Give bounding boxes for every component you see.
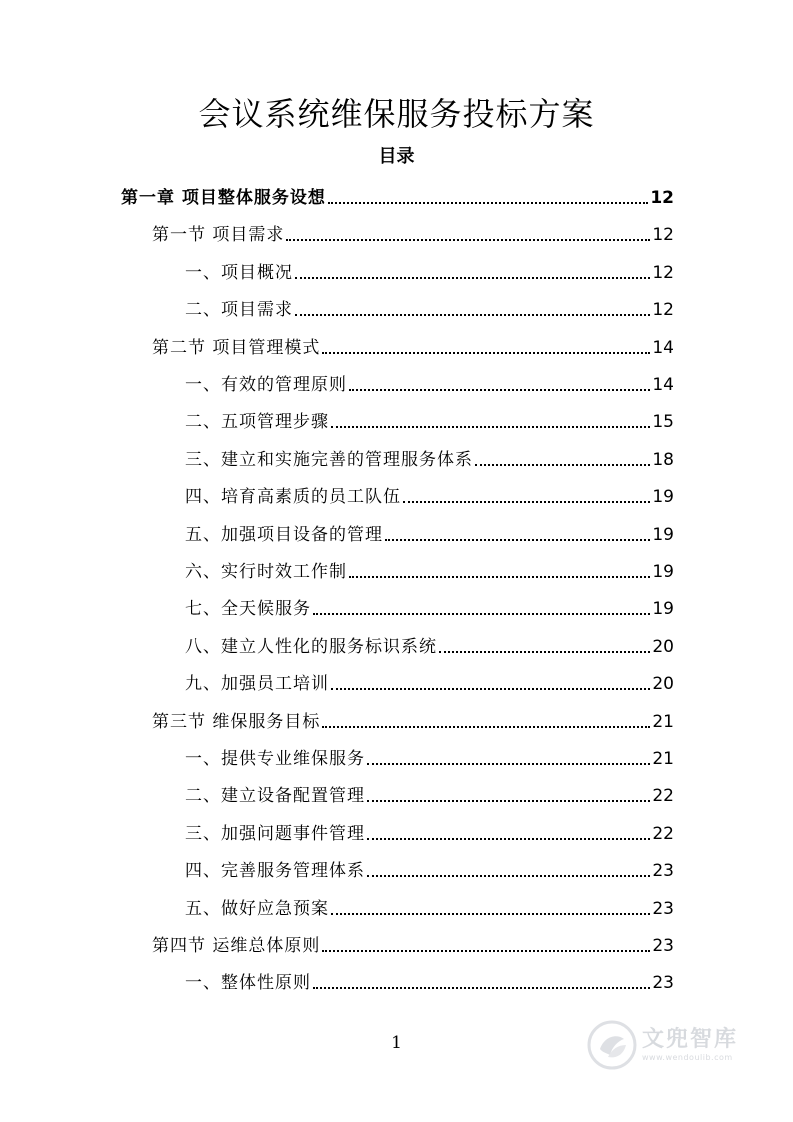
wendou-logo-icon — [586, 1019, 638, 1071]
toc-entry-label: 第一节 项目需求 — [152, 225, 285, 246]
toc-entry-page: 23 — [652, 861, 674, 882]
toc-entry-label: 三、建立和实施完善的管理服务体系 — [185, 449, 473, 470]
toc-heading: 目录 — [378, 146, 415, 167]
toc-entry-label: 四、完善服务管理体系 — [185, 861, 365, 882]
toc-leader-dots — [385, 539, 650, 541]
toc-entry-page: 14 — [652, 337, 674, 358]
toc-leader-dots — [331, 426, 650, 428]
toc-entry-label: 第四节 运维总体原则 — [152, 936, 321, 956]
toc-entry[interactable] — [152, 703, 674, 733]
watermark — [586, 1015, 756, 1075]
toc-entry-label: 九、加强员工培训 — [185, 674, 329, 695]
toc-entry-label: 二、项目需求 — [185, 300, 293, 321]
toc-entry[interactable] — [185, 366, 674, 396]
toc-leader-dots — [322, 352, 650, 354]
toc-entry[interactable] — [185, 852, 674, 882]
toc-entry-page: 18 — [652, 449, 674, 470]
toc-leader-dots — [295, 277, 650, 279]
toc-entry-label: 七、全天候服务 — [185, 599, 311, 620]
toc-leader-dots — [367, 838, 650, 840]
toc-entry-label: 一、项目概况 — [185, 262, 293, 283]
toc-entry[interactable] — [185, 254, 674, 284]
toc-entry-label: 二、五项管理步骤 — [185, 412, 329, 433]
toc-leader-dots — [313, 987, 650, 989]
toc-entry-label: 五、加强项目设备的管理 — [185, 524, 383, 545]
toc-entry[interactable] — [185, 964, 674, 994]
toc-entry-page: 20 — [652, 674, 674, 695]
toc-entry-label: 四、培育高素质的员工队伍 — [185, 487, 401, 508]
toc-entry[interactable] — [185, 665, 674, 695]
toc-entry[interactable] — [185, 890, 674, 920]
toc-entry-page: 22 — [652, 786, 674, 807]
toc-leader-dots — [331, 913, 650, 915]
toc-entry[interactable] — [185, 441, 674, 471]
toc-entry[interactable] — [185, 628, 674, 658]
toc-entry-label: 一、整体性原则 — [185, 973, 311, 994]
toc-entry-page: 23 — [652, 936, 674, 956]
toc-entry-label: 六、实行时效工作制 — [185, 562, 347, 582]
toc-entry-page: 21 — [652, 749, 674, 769]
toc-leader-dots — [295, 314, 650, 316]
toc-leader-dots — [439, 651, 650, 653]
toc-leader-dots — [313, 613, 650, 615]
toc-entry-page: 20 — [652, 636, 674, 657]
watermark-url: www.wendoulib.com — [642, 1053, 733, 1062]
watermark-text — [642, 1027, 738, 1063]
toc-leader-dots — [328, 202, 648, 204]
toc-entry-page: 19 — [652, 487, 674, 508]
toc-entry-page: 19 — [652, 599, 674, 620]
page-number: 1 — [391, 1033, 402, 1053]
toc-entry-page: 12 — [652, 262, 674, 283]
toc-entry-label: 第二节 项目管理模式 — [152, 337, 321, 358]
toc-entry[interactable] — [185, 553, 674, 583]
toc-leader-dots — [286, 239, 650, 241]
toc-leader-dots — [367, 800, 650, 802]
toc-entry[interactable] — [185, 403, 674, 433]
toc-entry-label: 一、有效的管理原则 — [185, 375, 347, 395]
toc-entry-page: 12 — [652, 225, 674, 246]
toc-leader-dots — [322, 950, 650, 952]
toc-entry[interactable] — [185, 516, 674, 546]
toc-entry[interactable] — [185, 777, 674, 807]
toc-entry[interactable] — [185, 740, 674, 770]
toc-entry-page: 15 — [652, 412, 674, 433]
toc-leader-dots — [322, 726, 650, 728]
toc-leader-dots — [367, 763, 650, 765]
toc-entry-page: 19 — [652, 524, 674, 545]
toc-entry[interactable] — [185, 478, 674, 508]
toc-entry-page: 23 — [652, 973, 674, 994]
toc-entry[interactable] — [185, 291, 674, 321]
toc-entry[interactable] — [185, 590, 674, 620]
toc-entry[interactable] — [121, 179, 674, 209]
toc-entry-label: 第一章 项目整体服务设想 — [121, 188, 326, 208]
toc-entry-page: 12 — [652, 300, 674, 321]
toc-entry-page: 19 — [652, 562, 674, 582]
toc-entry-label: 二、建立设备配置管理 — [185, 786, 365, 807]
toc-entry-label: 三、加强问题事件管理 — [185, 823, 365, 844]
toc-entry[interactable] — [185, 815, 674, 845]
toc-entry-label: 八、建立人性化的服务标识系统 — [185, 636, 437, 657]
toc-entry[interactable] — [152, 216, 674, 246]
watermark-name: 文兜智库 — [642, 1027, 739, 1052]
toc-leader-dots — [475, 464, 650, 466]
toc-entry-label: 第三节 维保服务目标 — [152, 711, 321, 732]
toc-entry-label: 五、做好应急预案 — [185, 898, 329, 919]
toc-entry[interactable] — [152, 329, 674, 359]
toc-entry-page: 22 — [652, 823, 674, 844]
toc-entry-page: 12 — [650, 188, 674, 208]
toc-leader-dots — [331, 688, 650, 690]
toc-leader-dots — [349, 576, 650, 578]
toc-entry-page: 21 — [652, 711, 674, 732]
toc-entry-page: 14 — [652, 375, 674, 395]
toc-entry-page: 23 — [652, 898, 674, 919]
document-title: 会议系统维保服务投标方案 — [198, 95, 595, 133]
toc-entry-label: 一、提供专业维保服务 — [185, 749, 365, 769]
toc-leader-dots — [403, 501, 650, 503]
toc-leader-dots — [349, 389, 650, 391]
toc-leader-dots — [367, 875, 650, 877]
toc-entry[interactable] — [152, 927, 674, 957]
